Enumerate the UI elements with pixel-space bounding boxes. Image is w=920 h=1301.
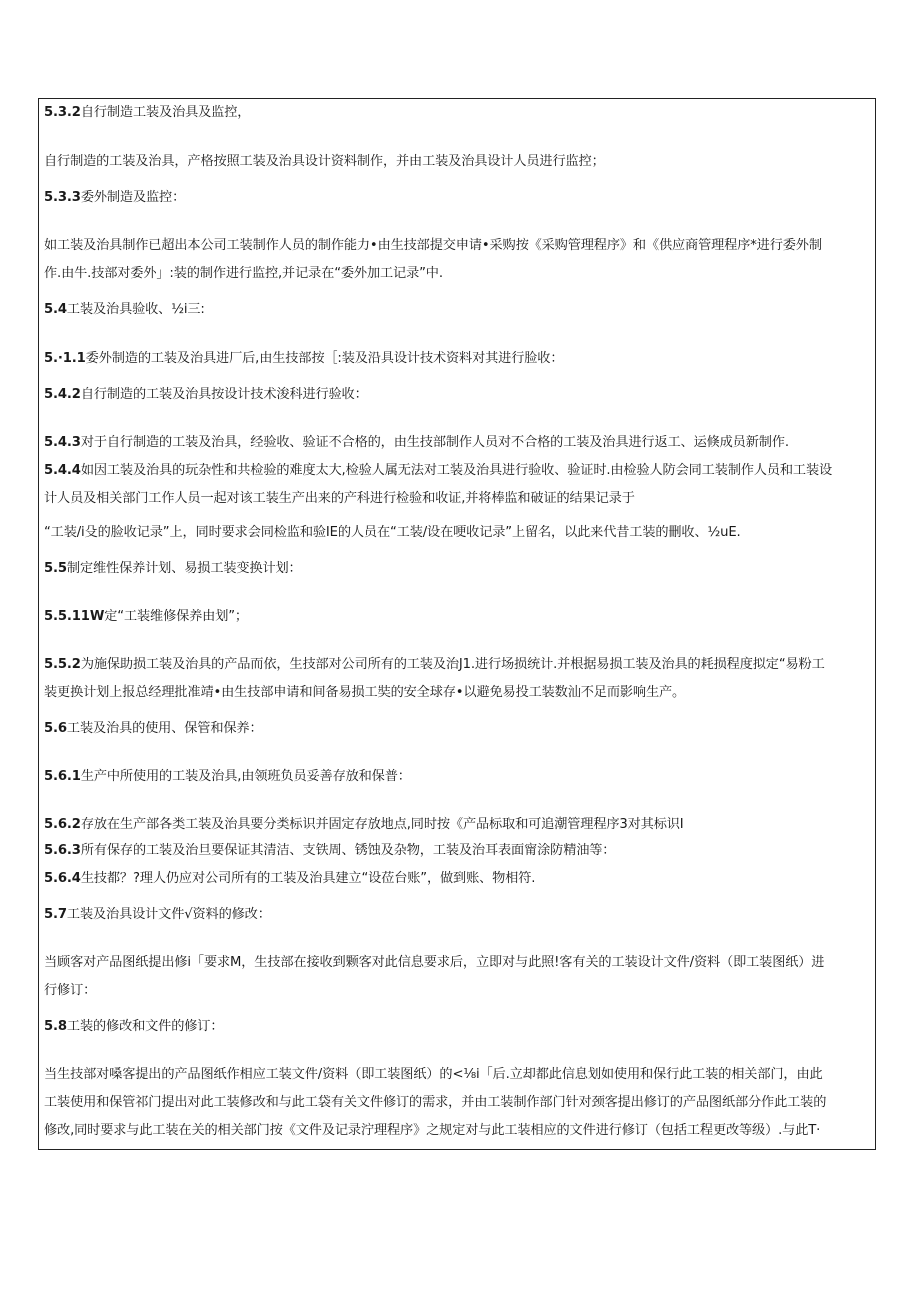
- text-line: [44, 954, 876, 971]
- line-text: 如因工装及治具的玩杂性和共检验的难度太大,检验人属无法对工装及治具进行验收、验证时.由检验人防会同工装制作人员和工装设: [80, 463, 833, 478]
- line-text: 委外制造的工装及治具进厂后,由生技部按［:装及沿具设计技术资料对其进行脸收：: [85, 351, 564, 366]
- text-line: [44, 982, 876, 999]
- text-line: [44, 684, 876, 701]
- line-text: 对于自行制造的工装及治具，经验收、验证不合格的，由生技部制作人员对不合格的工装及治具进行返工、运倏成员新制作.: [80, 435, 789, 450]
- line-text: 自行制造的工装及治具，产格按照工装及治具设计资料制作，并由工装及治具设计人员进行监控；: [44, 154, 605, 169]
- line-text: 装更换计划上报总经理批准靖•由生技部申请和间备易损工奘的安全球存•以避免易投工装数汕不足而影响生产。: [44, 685, 686, 700]
- line-text: 行修订：: [44, 983, 97, 998]
- line-text: 存放在生产部各类工装及治具要分类标识并固定存放地点,同时按《产品标取和可追潮管理程序3对其标识I: [80, 817, 684, 832]
- text-line: [44, 1018, 876, 1035]
- line-text: 工装的修改和文件的修订：: [66, 1019, 224, 1034]
- text-line: [44, 906, 876, 923]
- text-line: [44, 870, 876, 887]
- section-number: 5.3.3: [44, 190, 81, 205]
- line-text: 工装及治具的使用、保管和保养：: [66, 721, 263, 736]
- section-number: 5.4.4: [44, 463, 81, 478]
- text-line: [44, 434, 876, 451]
- line-text: 制定维性保养计划、易损工装变换计划：: [66, 561, 302, 576]
- section-number: 5.4: [44, 302, 67, 317]
- line-text: 当生技部对嗓客提出的产品图纸作相应工装文件/资料（即工装图纸）的<⅛i「后.立却都此信息划如使用和保行此工装的相关部门，由此: [44, 1067, 823, 1082]
- text-line: [44, 560, 876, 577]
- section-number: 5.6.2: [44, 817, 81, 832]
- line-text: 工装及治具验收、½i三:: [66, 302, 205, 317]
- line-text: 为施保助损工装及治具的产品而依，生技部对公司所有的工装及治J1.进行场损统计.并根据易损工装及治具的耗损程度拟定“易粉工: [80, 657, 825, 672]
- section-number: 5.5: [44, 561, 67, 576]
- text-line: [44, 656, 876, 673]
- text-line: [44, 386, 876, 403]
- line-text: 委外制造及监控：: [80, 190, 186, 205]
- text-line: [44, 301, 876, 318]
- text-line: [44, 842, 876, 859]
- section-number: 5.4.3: [44, 435, 81, 450]
- text-line: [44, 350, 876, 367]
- section-number: 5.4.2: [44, 387, 81, 402]
- text-line: [44, 189, 876, 206]
- section-number: 5.6.4: [44, 871, 81, 886]
- text-line: [44, 104, 876, 121]
- section-number: 5.5.11W: [44, 609, 105, 624]
- text-line: [44, 153, 876, 170]
- text-line: [44, 768, 876, 785]
- section-number: 5.5.2: [44, 657, 81, 672]
- line-text: 当顾客对产品图纸提出修i「要求M，生技部在接收到颗客对此信息要求后，立即对与此照!客有关的工装设计文件/资料（即工装图纸）进: [44, 955, 825, 970]
- line-text: 生产中所使用的工装及治具,由领班负员妥善存放和保普：: [80, 769, 411, 784]
- text-line: [44, 265, 876, 282]
- line-text: 自行制造的工装及治具按设计技术浚科进行验收：: [80, 387, 368, 402]
- line-text: 作.由牛.技部对委外」:装的制作进行监控,并记录在“委外加工记录”中.: [44, 266, 443, 281]
- line-text: 计人员及相关部门工作人员一起对该工装生产出来的产科进行检验和收证,并将棒监和破证的结果记录于: [44, 491, 635, 506]
- text-line: [44, 462, 876, 479]
- line-text: 工装及治具设计文件√资料的修改：: [66, 907, 271, 922]
- line-text: “工装/i殳的脸收记录”上，同时要求会同检监和验IE的人员在“工装/设在哽收记录”上留名，以此来代昔工装的刪收、½uE.: [44, 525, 741, 540]
- line-text: 生技都？?理人仍应对公司所有的工装及治具建立“设莅台账”，做到账、物相符.: [80, 871, 536, 886]
- text-line: [44, 816, 876, 833]
- line-text: 修改,同时要求与此工装在关的相关部门按《文件及记录泞理程序》之规定对与此工装相应的文件进行修订（包括工程更改等级）.与此T·: [44, 1123, 821, 1138]
- line-text: 如工装及治具制作已超出本公司工装制作人员的制作能力•由生技部提交申请•采购按《采购管理程序》和《供应商管理程序*进行委外制: [44, 238, 822, 253]
- text-line: [44, 524, 876, 541]
- text-line: [44, 1094, 876, 1111]
- section-number: 5.3.2: [44, 105, 81, 120]
- section-number: 5.6: [44, 721, 67, 736]
- line-text: 工装使用和保管祁门提出对此工装修改和与此工袋有关文件修订的需求，并由工装制作部门针对颈客提出修订的产品图纸部分作此工装的: [44, 1095, 827, 1110]
- section-number: 5.7: [44, 907, 67, 922]
- text-line: [44, 1122, 876, 1139]
- text-line: [44, 720, 876, 737]
- text-line: [44, 608, 876, 625]
- line-text: 所有保存的工装及治旦要保证其清洁、支铁周、锈蚀及杂物，工装及治耳表面甯涂防精油等：: [80, 843, 616, 858]
- line-text: 定“工装维修保养由划”；: [104, 609, 248, 624]
- text-line: [44, 490, 876, 507]
- text-line: [44, 237, 876, 254]
- text-line: [44, 1066, 876, 1083]
- line-text: 自行制造工装及治具及监控，: [80, 105, 251, 120]
- section-number: 5.8: [44, 1019, 67, 1034]
- section-number: 5.6.3: [44, 843, 81, 858]
- section-number: 5.6.1: [44, 769, 81, 784]
- section-number: 5.·1.1: [44, 351, 86, 366]
